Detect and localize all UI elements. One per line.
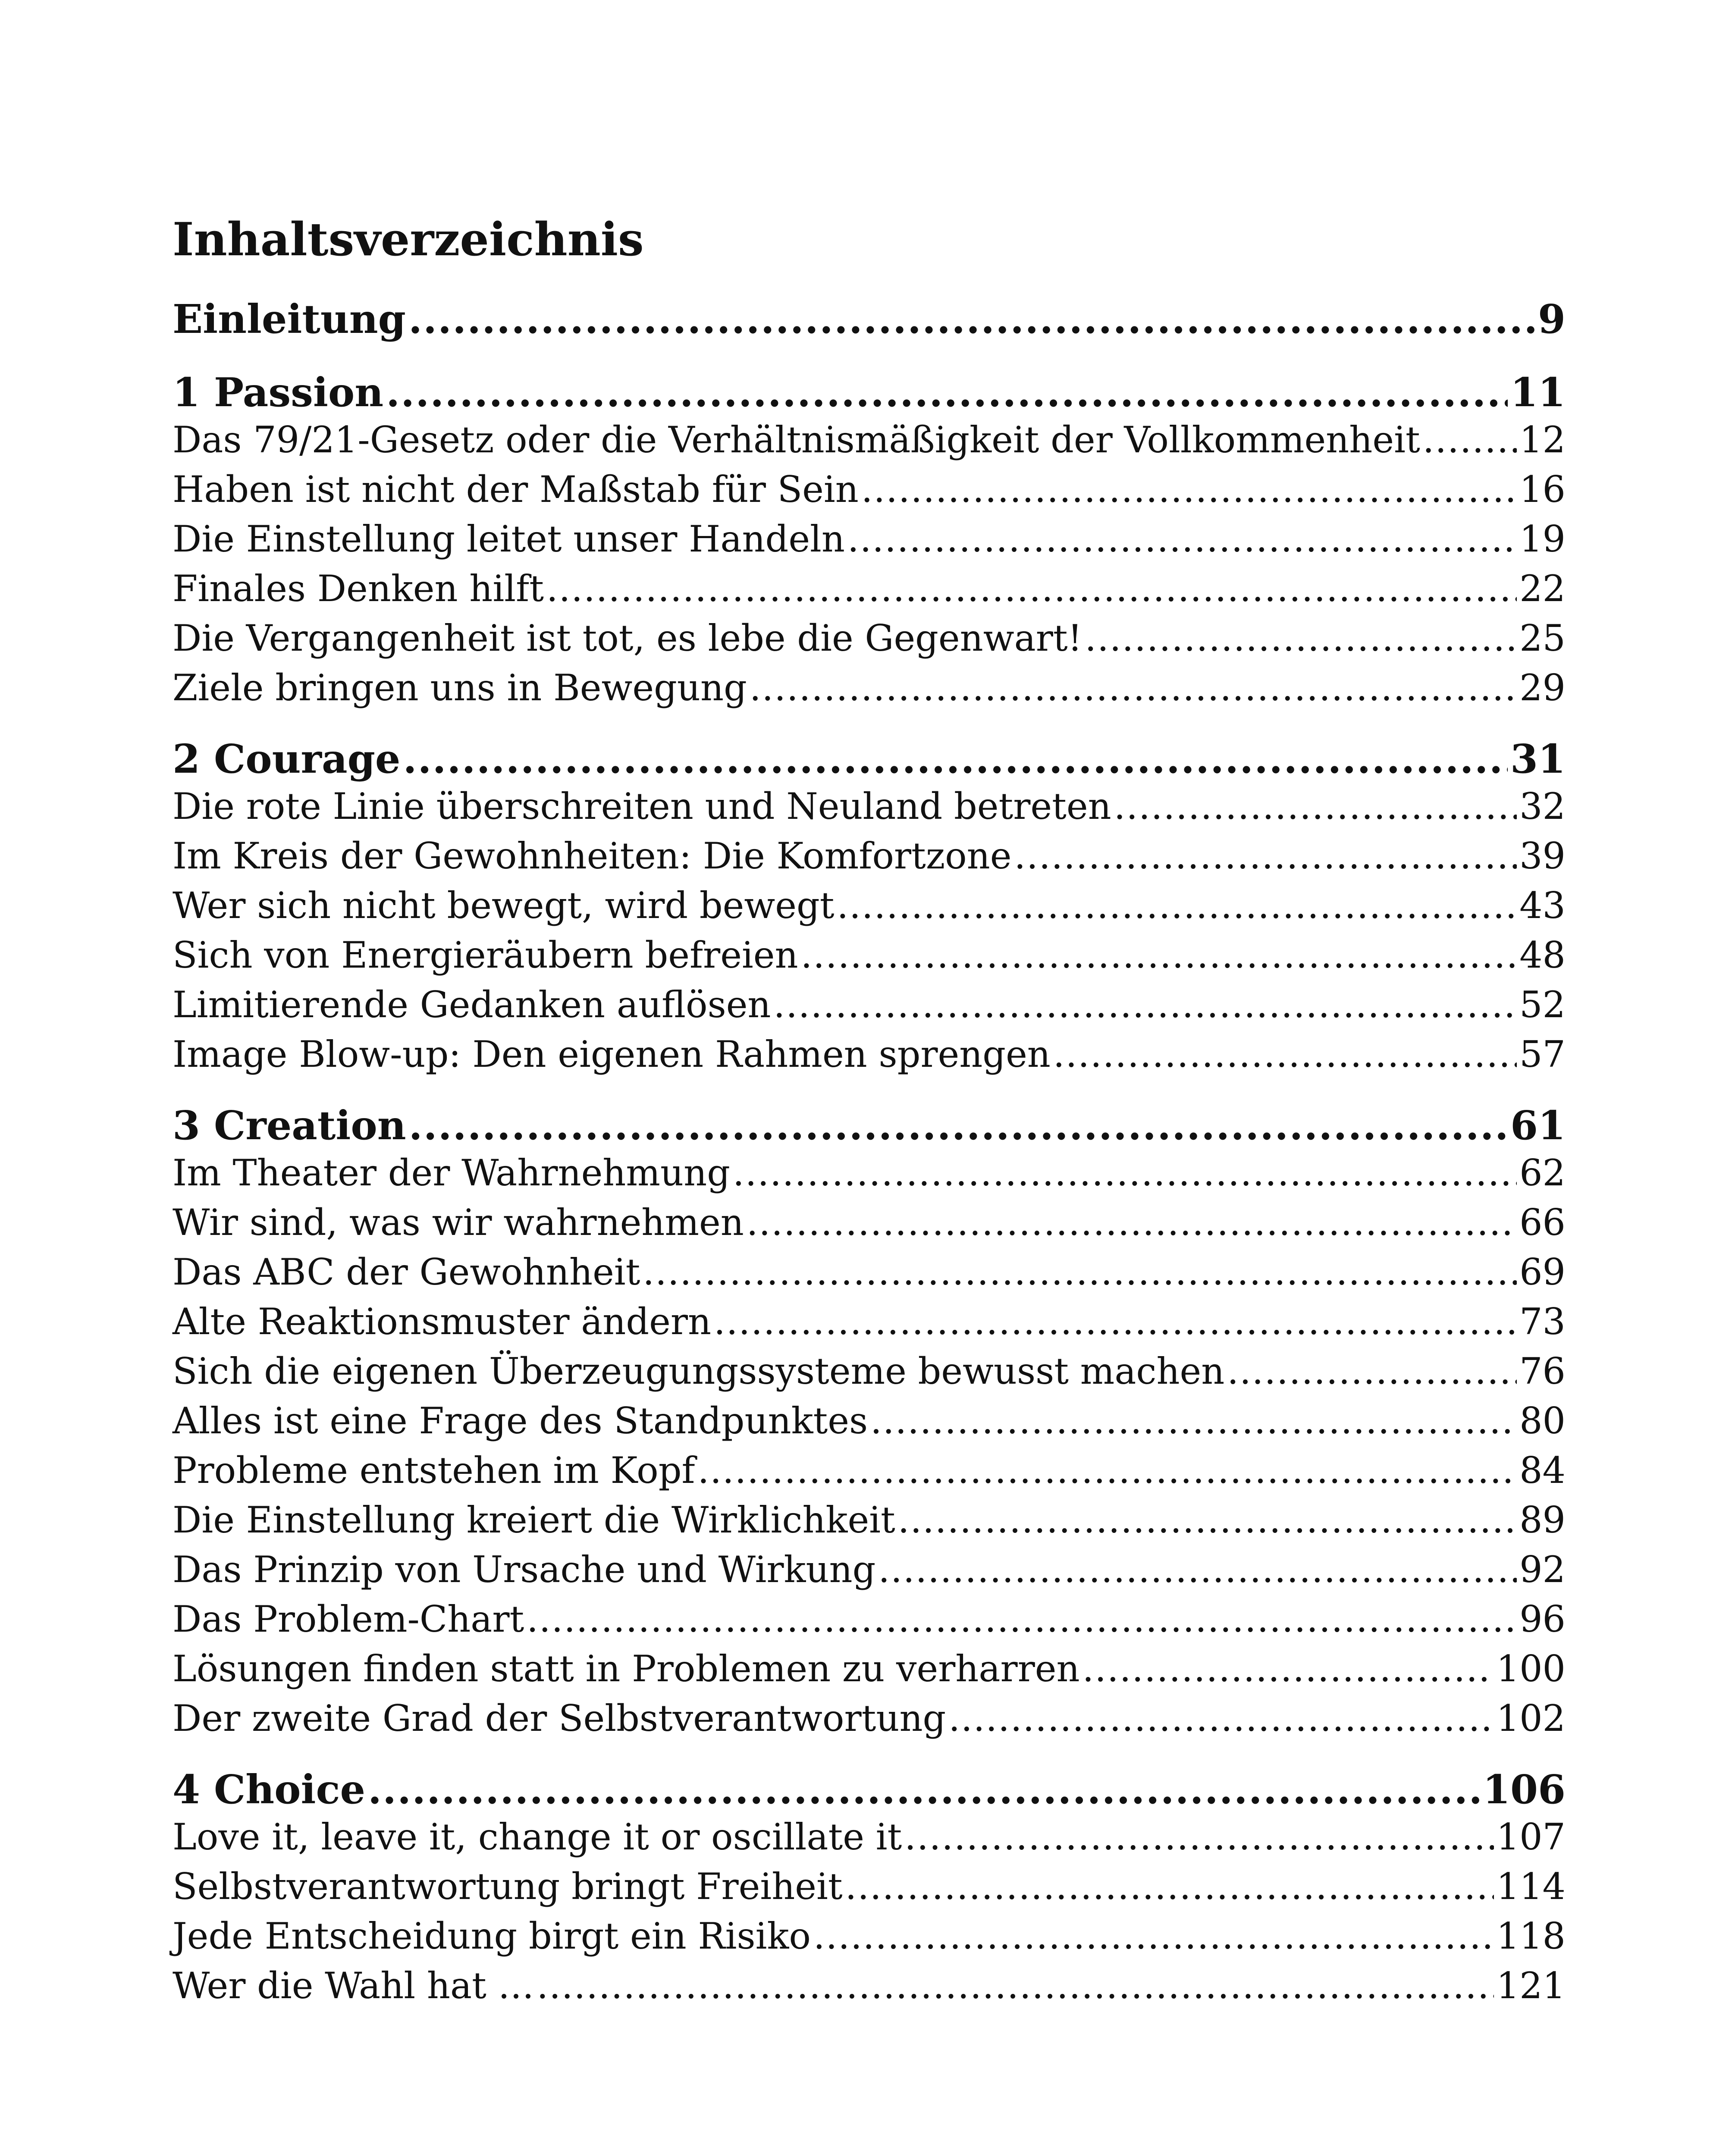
dot-leader <box>1082 1645 1494 1692</box>
toc-section-entry[interactable] <box>173 1912 1566 1960</box>
toc-entry-page-number: 76 <box>1519 1350 1566 1392</box>
toc-entry-page-number: 52 <box>1519 984 1566 1026</box>
toc-entry-label: Wer sich nicht bewegt, wird bewegt <box>173 884 835 927</box>
toc-entry-page-number: 80 <box>1519 1400 1566 1442</box>
toc-entry-page-number: 84 <box>1519 1449 1566 1492</box>
dot-leader <box>847 515 1517 563</box>
toc-entry-label: Die Einstellung leitet unser Handeln <box>173 518 845 560</box>
toc-entry-page-number: 66 <box>1519 1201 1566 1244</box>
toc-entry-label: Wir sind, was wir wahrnehmen <box>173 1201 744 1244</box>
toc-entry-page-number: 9 <box>1537 296 1566 342</box>
dot-leader <box>1085 614 1517 662</box>
toc-entry-page-number: 22 <box>1519 567 1566 610</box>
toc-section-entry[interactable] <box>173 1546 1566 1593</box>
toc-section-entry[interactable] <box>173 1149 1566 1197</box>
toc-entry-page-number: 121 <box>1496 1965 1566 2007</box>
toc-entry-label: 2 Courage <box>173 736 401 782</box>
toc-section-entry[interactable] <box>173 1595 1566 1643</box>
toc-entry-page-number: 43 <box>1519 884 1566 927</box>
toc-entry-label: 4 Choice <box>173 1766 366 1813</box>
toc-entry-label: Das 79/21-Gesetz oder die Verhältnismäßigkeit der Vollkommenheit <box>173 419 1420 461</box>
dot-leader <box>904 1813 1494 1861</box>
toc-entry-label: Wer die Wahl hat … <box>173 1965 534 2007</box>
toc-entry-page-number: 61 <box>1510 1102 1566 1149</box>
toc-entry-page-number: 107 <box>1496 1816 1566 1858</box>
toc-section-entry[interactable] <box>173 1199 1566 1246</box>
dot-leader <box>870 1397 1517 1445</box>
toc-section-entry[interactable] <box>173 1962 1566 2009</box>
toc-entry-page-number: 69 <box>1519 1251 1566 1293</box>
toc-chapter-entry[interactable] <box>173 1100 1566 1151</box>
toc-entry-label: Lösungen finden statt in Problemen zu verharren <box>173 1648 1080 1690</box>
dot-leader <box>948 1695 1494 1742</box>
toc-entry-page-number: 102 <box>1496 1697 1566 1739</box>
toc-section-entry[interactable] <box>173 1813 1566 1861</box>
dot-leader <box>386 367 1508 418</box>
toc-section-entry[interactable] <box>173 466 1566 513</box>
toc-entry-label: Die rote Linie überschreiten und Neuland betreten <box>173 785 1111 827</box>
toc-entry-page-number: 89 <box>1519 1499 1566 1541</box>
toc-entry-page-number: 12 <box>1519 419 1566 461</box>
toc-entry-page-number: 31 <box>1510 736 1566 782</box>
toc-entry-label: Selbstverantwortung bringt Freiheit <box>173 1865 843 1908</box>
dot-leader <box>813 1912 1494 1960</box>
toc-entry-label: Love it, leave it, change it or oscillate it <box>173 1816 902 1858</box>
dot-leader <box>408 293 1535 345</box>
dot-leader <box>898 1496 1517 1544</box>
toc-section-entry[interactable] <box>173 931 1566 979</box>
page-title: Inhaltsverzeichnis <box>173 212 644 266</box>
toc-section-entry[interactable] <box>173 1695 1566 1742</box>
dot-leader <box>1114 783 1517 830</box>
dot-leader <box>774 981 1517 1028</box>
toc-section-entry[interactable] <box>173 515 1566 563</box>
toc-section-entry[interactable] <box>173 664 1566 711</box>
toc-entry-page-number: 100 <box>1496 1648 1566 1690</box>
toc-section-entry[interactable] <box>173 1298 1566 1345</box>
toc-section-entry[interactable] <box>173 882 1566 929</box>
toc-entry-page-number: 106 <box>1482 1766 1566 1813</box>
toc-entry-page-number: 29 <box>1519 667 1566 709</box>
toc-entry-label: Die Einstellung kreiert die Wirklichkeit <box>173 1499 895 1541</box>
toc-entry-label: Alte Reaktionsmuster ändern <box>173 1300 712 1343</box>
toc-entry-page-number: 118 <box>1496 1915 1566 1957</box>
dot-leader <box>837 882 1517 929</box>
toc-section-entry[interactable] <box>173 1863 1566 1910</box>
toc-entry-label: Limitierende Gedanken auflösen <box>173 984 771 1026</box>
toc-entry-page-number: 62 <box>1519 1152 1566 1194</box>
toc-section-entry[interactable] <box>173 1348 1566 1395</box>
toc-section-entry[interactable] <box>173 1447 1566 1494</box>
toc-section-entry[interactable] <box>173 981 1566 1028</box>
toc-entry-label: Das Prinzip von Ursache und Wirkung <box>173 1548 876 1591</box>
toc-entry-page-number: 25 <box>1519 617 1566 659</box>
dot-leader <box>1053 1031 1517 1078</box>
toc-entry-label: Jede Entscheidung birgt ein Risiko <box>173 1915 811 1957</box>
toc-section-entry[interactable] <box>173 565 1566 612</box>
toc-entry-label: Ziele bringen uns in Bewegung <box>173 667 747 709</box>
toc-section-entry[interactable] <box>173 1397 1566 1445</box>
dot-leader <box>698 1447 1517 1494</box>
toc-section-entry[interactable] <box>173 416 1566 464</box>
toc-entry-label: Sich von Energieräubern befreien <box>173 934 798 976</box>
toc-entry-label: Image Blow-up: Den eigenen Rahmen sprengen <box>173 1033 1051 1075</box>
dot-leader <box>403 733 1508 785</box>
toc-entry-label: Probleme entstehen im Kopf <box>173 1449 695 1492</box>
dot-leader <box>537 1962 1494 2009</box>
toc-entry-label: Der zweite Grad der Selbstverantwortung <box>173 1697 946 1739</box>
toc-section-entry[interactable] <box>173 1645 1566 1692</box>
dot-leader <box>409 1100 1508 1151</box>
toc-entry-label: 1 Passion <box>173 369 384 416</box>
toc-section-entry[interactable] <box>173 1248 1566 1296</box>
toc-section-entry[interactable] <box>173 614 1566 662</box>
dot-leader <box>527 1595 1517 1643</box>
dot-leader <box>801 931 1517 979</box>
dot-leader <box>861 466 1517 513</box>
toc-chapter-entry[interactable] <box>173 367 1566 418</box>
toc-entry-page-number: 96 <box>1519 1598 1566 1640</box>
toc-entry-page-number: 16 <box>1519 468 1566 511</box>
toc-entry-page-number: 39 <box>1519 835 1566 877</box>
dot-leader <box>1014 832 1517 880</box>
toc-chapter-entry[interactable] <box>173 1764 1566 1815</box>
toc-entry-label: Alles ist eine Frage des Standpunktes <box>173 1400 868 1442</box>
toc-entry-label: Die Vergangenheit ist tot, es lebe die Gegenwart! <box>173 617 1082 659</box>
toc-entry-label: Im Theater der Wahrnehmung <box>173 1152 731 1194</box>
toc-entry-label: Im Kreis der Gewohnheiten: Die Komfortzone <box>173 835 1012 877</box>
dot-leader <box>878 1546 1517 1593</box>
dot-leader <box>368 1764 1480 1815</box>
toc-entry-page-number: 19 <box>1519 518 1566 560</box>
toc-entry-page-number: 92 <box>1519 1548 1566 1591</box>
toc-chapter-entry[interactable] <box>173 293 1566 345</box>
toc-section-entry[interactable] <box>173 783 1566 830</box>
dot-leader <box>1423 416 1517 464</box>
toc-entry-page-number: 57 <box>1519 1033 1566 1075</box>
toc-entry-label: Finales Denken hilft <box>173 567 544 610</box>
dot-leader <box>733 1149 1517 1197</box>
dot-leader <box>643 1248 1517 1296</box>
toc-entry-page-number: 48 <box>1519 934 1566 976</box>
toc-entry-page-number: 114 <box>1496 1865 1566 1908</box>
dot-leader <box>845 1863 1494 1910</box>
toc-chapter-entry[interactable] <box>173 733 1566 785</box>
toc-section-entry[interactable] <box>173 832 1566 880</box>
dot-leader <box>750 664 1517 711</box>
dot-leader <box>714 1298 1517 1345</box>
dot-leader <box>747 1199 1517 1246</box>
toc-entry-label: Das Problem-Chart <box>173 1598 524 1640</box>
toc-entry-page-number: 73 <box>1519 1300 1566 1343</box>
dot-leader <box>1227 1348 1517 1395</box>
toc-entry-page-number: 11 <box>1510 369 1566 416</box>
toc-entry-label: Das ABC der Gewohnheit <box>173 1251 640 1293</box>
toc-entry-label: Sich die eigenen Überzeugungssysteme bewusst machen <box>173 1350 1225 1392</box>
toc-entry-page-number: 32 <box>1519 785 1566 827</box>
toc-section-entry[interactable] <box>173 1496 1566 1544</box>
toc-entry-label: 3 Creation <box>173 1102 406 1149</box>
toc-entry-label: Haben ist nicht der Maßstab für Sein <box>173 468 859 511</box>
toc-section-entry[interactable] <box>173 1031 1566 1078</box>
toc-entry-label: Einleitung <box>173 296 406 342</box>
dot-leader <box>546 565 1517 612</box>
